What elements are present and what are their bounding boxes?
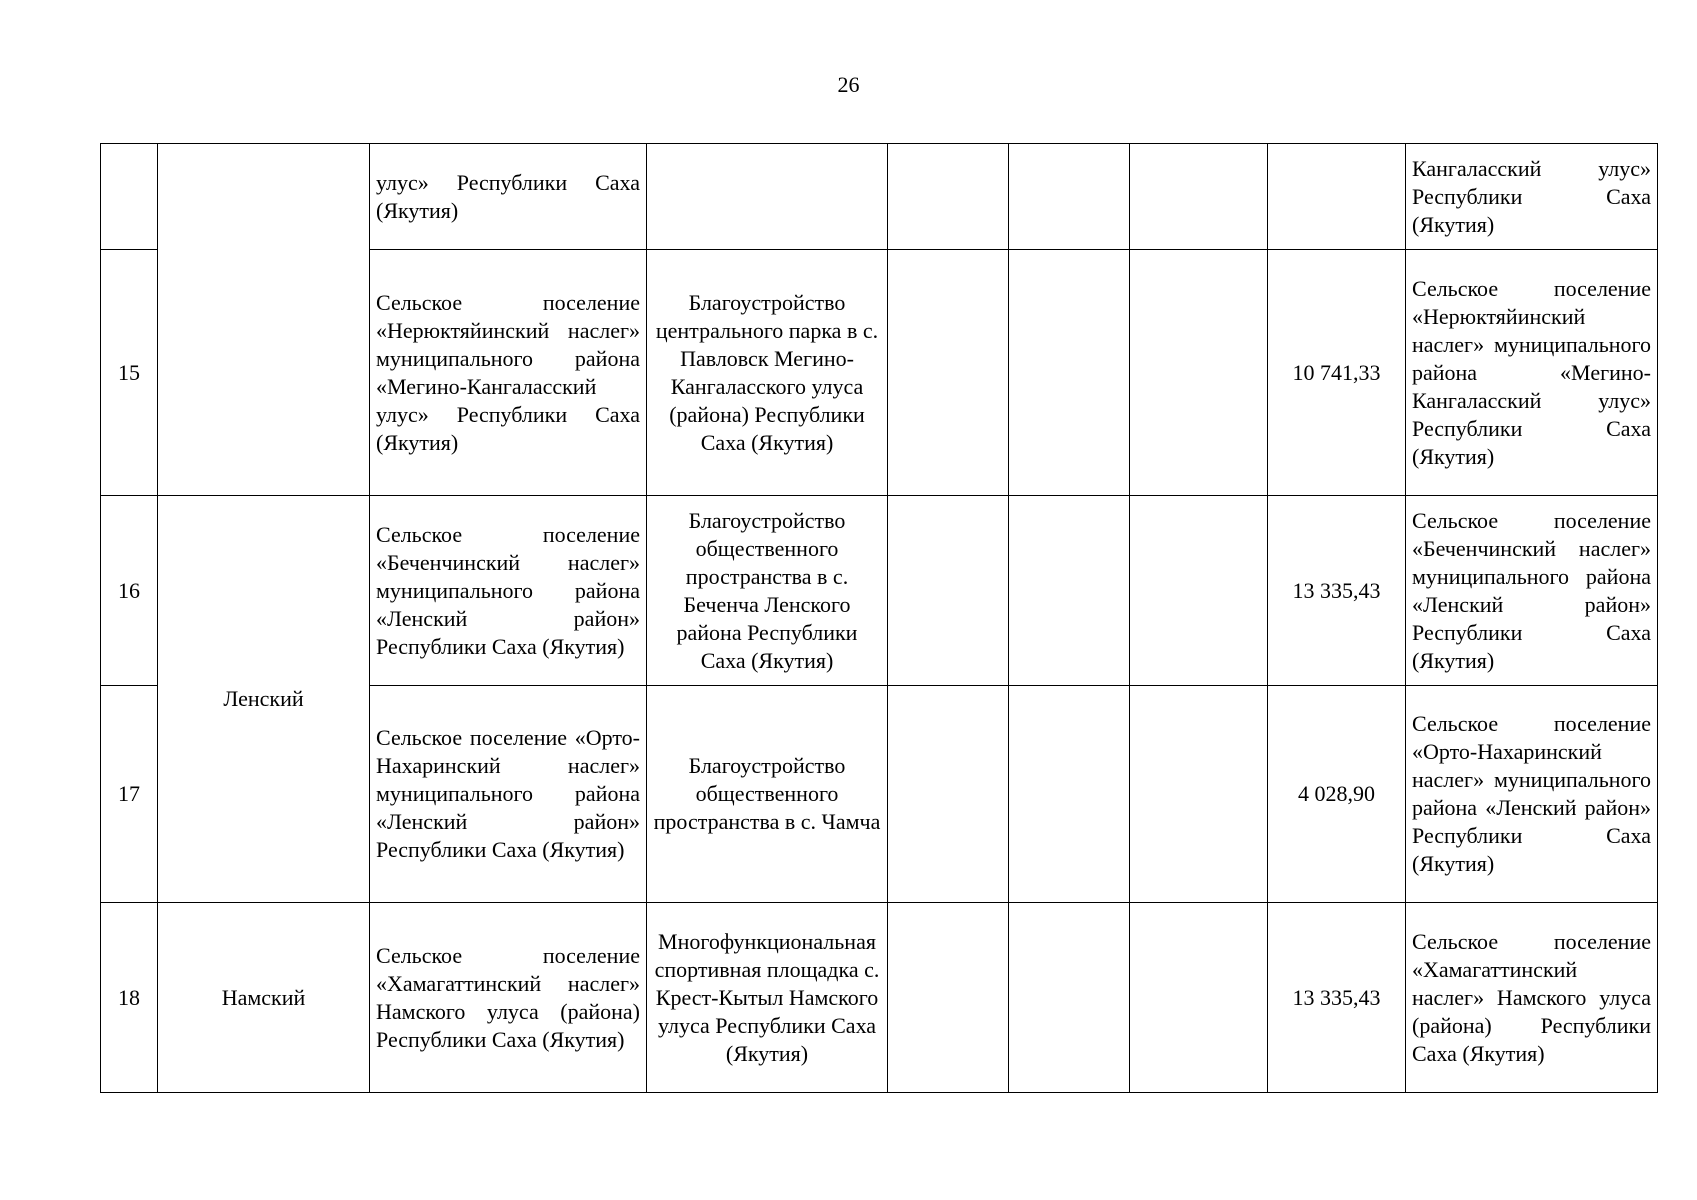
empty-cell bbox=[888, 903, 1009, 1093]
empty-cell bbox=[888, 144, 1009, 250]
empty-cell bbox=[1130, 903, 1268, 1093]
empty-cell bbox=[1130, 144, 1268, 250]
object-cell: Благоустройство общественного пространства в с. Чамча bbox=[647, 686, 888, 903]
empty-cell bbox=[888, 496, 1009, 686]
subsidy-table bbox=[100, 143, 1658, 1093]
row-number: 16 bbox=[101, 496, 158, 686]
object-cell: Благоустройство центрального парка в с. Павловск Мегино-Кангаласского улуса (района) Республики Саха (Якутия) bbox=[647, 250, 888, 496]
empty-cell bbox=[1009, 496, 1130, 686]
empty-cell bbox=[1009, 903, 1130, 1093]
municipality-cell: Сельское поселение «Хамагаттинский наслег» Намского улуса (района) Республики Саха (Якутия) bbox=[370, 903, 647, 1093]
row-number: 18 bbox=[101, 903, 158, 1093]
amount-cell bbox=[1268, 144, 1406, 250]
district-cell bbox=[158, 144, 370, 496]
empty-cell bbox=[1130, 496, 1268, 686]
municipality-cell: Сельское поселение «Беченчинский наслег» муниципального района «Ленский район» Республики Саха (Якутия) bbox=[370, 496, 647, 686]
row-number: 17 bbox=[101, 686, 158, 903]
amount-cell: 13 335,43 bbox=[1268, 496, 1406, 686]
empty-cell bbox=[1009, 144, 1130, 250]
object-cell: Благоустройство общественного пространства в с. Беченча Ленского района Республики Саха (Якутия) bbox=[647, 496, 888, 686]
table-row bbox=[101, 144, 1658, 250]
object-cell bbox=[647, 144, 888, 250]
empty-cell bbox=[888, 250, 1009, 496]
empty-cell bbox=[1130, 250, 1268, 496]
row-number bbox=[101, 144, 158, 250]
table-row bbox=[101, 496, 1658, 686]
municipality-cell: Сельское поселение «Нерюктяйинский наслег» муниципального района «Мегино-Кангаласский улус» Республики Саха (Якутия) bbox=[370, 250, 647, 496]
recipient-cell: Сельское поселение «Хамагаттинский наслег» Намского улуса (района) Республики Саха (Якутия) bbox=[1406, 903, 1658, 1093]
empty-cell bbox=[1130, 686, 1268, 903]
recipient-cell: Сельское поселение «Нерюктяйинский наслег» муниципального района «Мегино-Кангаласский улус» Республики Саха (Якутия) bbox=[1406, 250, 1658, 496]
municipality-cell: улус» Республики Саха (Якутия) bbox=[370, 144, 647, 250]
recipient-cell: Кангаласский улус» Республики Саха (Якутия) bbox=[1406, 144, 1658, 250]
table-row bbox=[101, 903, 1658, 1093]
amount-cell: 4 028,90 bbox=[1268, 686, 1406, 903]
district-cell: Ленский bbox=[158, 496, 370, 903]
object-cell: Многофункциональная спортивная площадка с. Крест-Кытыл Намского улуса Республики Саха (Якутия) bbox=[647, 903, 888, 1093]
municipality-cell: Сельское поселение «Орто-Нахаринский наслег» муниципального района «Ленский район» Республики Саха (Якутия) bbox=[370, 686, 647, 903]
empty-cell bbox=[888, 686, 1009, 903]
empty-cell bbox=[1009, 250, 1130, 496]
page-number: 26 bbox=[837, 72, 860, 97]
row-number: 15 bbox=[101, 250, 158, 496]
amount-cell: 10 741,33 bbox=[1268, 250, 1406, 496]
district-cell: Намский bbox=[158, 903, 370, 1093]
recipient-cell: Сельское поселение «Орто-Нахаринский наслег» муниципального района «Ленский район» Республики Саха (Якутия) bbox=[1406, 686, 1658, 903]
empty-cell bbox=[1009, 686, 1130, 903]
amount-cell: 13 335,43 bbox=[1268, 903, 1406, 1093]
recipient-cell: Сельское поселение «Беченчинский наслег» муниципального района «Ленский район» Республики Саха (Якутия) bbox=[1406, 496, 1658, 686]
